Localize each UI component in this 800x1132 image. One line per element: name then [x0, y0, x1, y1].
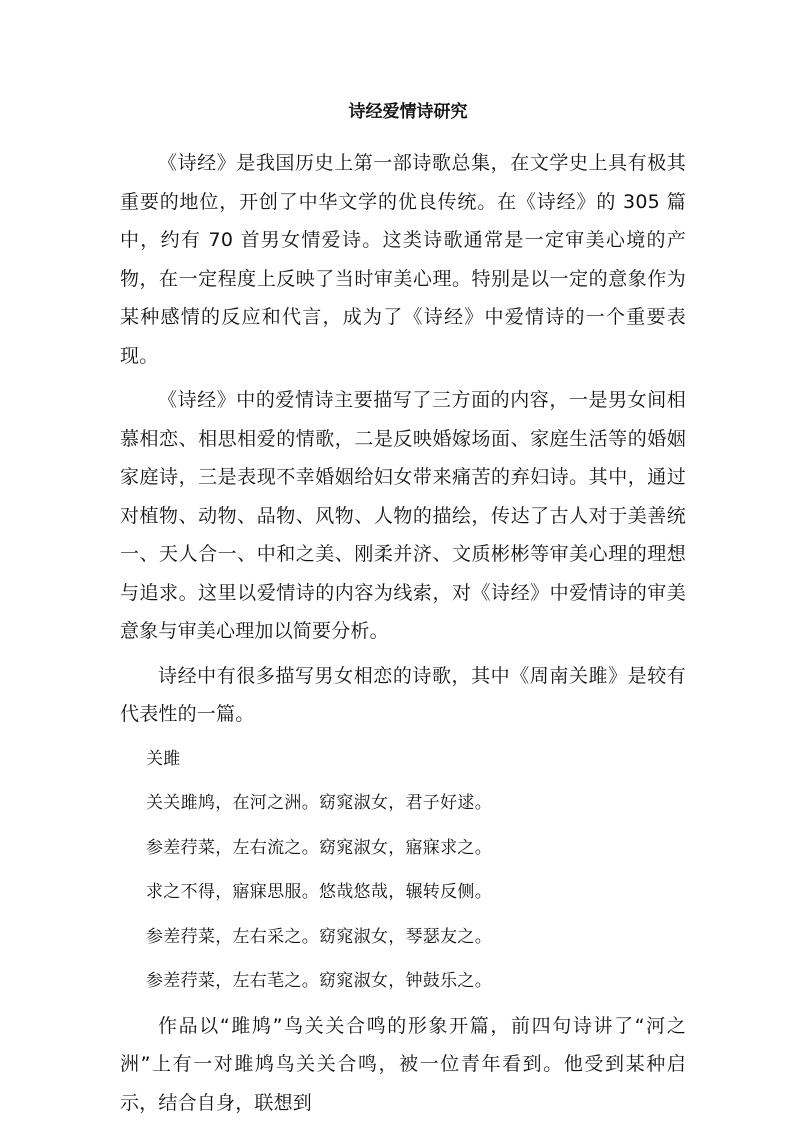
paragraph-content-types: 《诗经》中的爱情诗主要描写了三方面的内容，一是男女间相慕相恋、相思相爱的情歌，二是反映婚嫁场面、家庭生活等的婚姻家庭诗，三是表现不幸婚姻给妇女带来痛苦的弃妇诗。其中，通过对植物、动物、品物、风物、人物的描绘，传达了古人对于美善统一、天人合一、中和之美、刚柔并济、文质彬彬等审美心理的理想与追求。这里以爱情诗的内容为线索，对《诗经》中爱情诗的审美意象与审美心理加以简要分析。 — [120, 389, 686, 642]
poem-line: 参差荇菜，左右芼之。窈窕淑女，钟鼓乐之。 — [146, 971, 492, 991]
paragraph-intro: 《诗经》是我国历史上第一部诗歌总集，在文学史上具有极其重要的地位，开创了中华文学的优良传统。在《诗经》的 305 篇中，约有 70 首男女情爱诗。这类诗歌通常是一定审美心境的产物，在一定程度上反映了当时审美心理。特别是以一定的意象作为某种感情的反应和代言，成为了《诗经》中爱情诗的一个重要表现。 — [120, 152, 686, 367]
document-title: 诗经爱情诗研究 — [348, 102, 468, 122]
document-content — [120, 100, 686, 1128]
paragraph-analysis: 作品以“雎鸠”鸟关关合鸣的形象开篇，前四句诗讲了“河之洲”上有一对雎鸠鸟关关合鸣，被一位青年看到。他受到某种启示，结合自身，联想到 — [120, 1014, 686, 1114]
poem-line: 参差荇菜，左右采之。窈窕淑女，琴瑟友之。 — [146, 926, 492, 947]
poem-line: 求之不得，寤寐思服。悠哉悠哉，辗转反侧。 — [146, 882, 492, 902]
poem-line: 关关雎鸠，在河之洲。窈窕淑女，君子好逑。 — [146, 793, 492, 813]
paragraph-poem-intro: 诗经中有很多描写男女相恋的诗歌，其中《周南关雎》是较有代表性的一篇。 — [120, 664, 686, 725]
poem-title: 关雎 — [146, 748, 181, 769]
poem-line: 参差荇菜，左右流之。窈窕淑女，寤寐求之。 — [146, 837, 492, 858]
